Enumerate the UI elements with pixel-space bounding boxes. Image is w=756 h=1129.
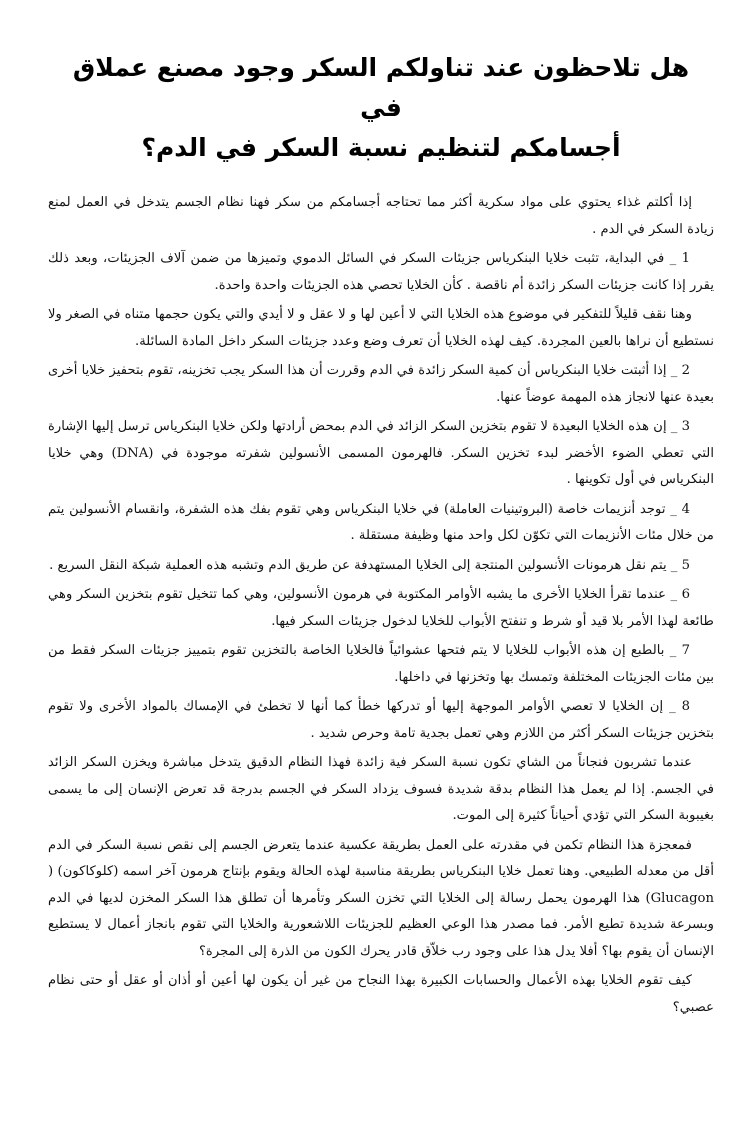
article-body bbox=[48, 190, 714, 1021]
reflection-paragraph: وهنا نقف قليلاً للتفكير في موضوع هذه الخلايا التي لا أعين لها و لا عقل و لا أيدي والتي يكون حجمها متناه في الصغر ولا نستطيع أن نراها بالعين المجردة. كيف لهذه الخلايا أن تعرف وضع وعدد جزيئات السكر داخل المادة السائلة. bbox=[48, 307, 714, 349]
step-1-paragraph: 1 _ في البداية، تثبت خلايا البنكرياس جزيئات السكر في السائل الدموي وتميزها من ضمن آلاف الجزيئات، وبعد ذلك يقرر إذا كانت جزيئات السكر زائدة أم ناقصة . كأن الخلايا تحصي هذه الجزيئات واحدة واحدة. bbox=[48, 251, 714, 293]
step-7-paragraph: 7 _ بالطبع إن هذه الأبواب للخلايا لا يتم فتحها عشوائياً فالخلايا الخاصة بالتخزين تقوم بتمييز جزيئات السكر فقط من بين مئات الجزيئات المختلفة وتمسك بها وتخزنها في داخلها. bbox=[48, 643, 714, 685]
glucagon-paragraph: فمعجزة هذا النظام تكمن في مقدرته على العمل بطريقة عكسية عندما يتعرض الجسم إلى نقص نسبة السكر في الدم أقل من معدله الطبيعي. وهنا تعمل خلايا البنكرياس بطريقة مناسبة لهذه الحالة ويقوم بإنتاج هرمون آخر اسمه (كلوكاكون) ( Glucagon) هذا الهرمون يحمل رسالة إلى الخلايا التي تخزن السكر وتأمرها أن تطلق هذا السكر المخزن لديها في الدم وبسرعة شديدة تطيع الأمر. فما مصدر هذا الوعي العظيم للجزيئات اللاشعورية والخلايا التي تقوم بانجاز أعمال لا يستطيع الإنسان أن يقوم بها؟ أفلا يدل هذا على وجود رب خلاّق قادر يحرك الكون من الذرة إلى المجرة؟ bbox=[48, 837, 714, 959]
title-line-1: هل تلاحظون عند تناولكم السكر وجود مصنع عملاق في bbox=[72, 53, 690, 122]
step-2-paragraph: 2 _ إذا أثبتت خلايا البنكرياس أن كمية السكر زائدة في الدم وقررت أن هذا السكر يجب تخزينه، تقوم بتحفيز خلايا أخرى بعيدة عنها لانجاز هذه المهمة عوضاً عنها. bbox=[48, 363, 714, 405]
step-8-paragraph: 8 _ إن الخلايا لا تعصي الأوامر الموجهة إليها أو تدركها خطأ كما أنها لا تخطئ في الإمساك بالمواد الأخرى ولا تقوم بتخزين جزيئات السكر أكثر من اللازم وهي تعمل بجدية تامة وحرص شديد . bbox=[48, 699, 714, 741]
step-4-paragraph: 4 _ توجد أنزيمات خاصة (البروتينيات العاملة) في خلايا البنكرياس وهي تقوم بفك هذه الشفرة، وانقسام الأنسولين يتم من خلال مئات الأنزيمات التي تكوّن لكل واحد منها وظيفة مستقلة . bbox=[48, 501, 714, 543]
title-line-2: أجسامكم لتنظيم نسبة السكر في الدم؟ bbox=[141, 133, 621, 162]
page-title bbox=[48, 48, 714, 168]
intro-paragraph: إذا أكلتم غذاء يحتوي على مواد سكرية أكثر مما تحتاجه أجسامكم من سكر فهنا نظام الجسم يتدخل في العمل لمنع زيادة السكر في الدم . bbox=[48, 195, 714, 237]
tea-example-paragraph: عندما تشربون فنجاناً من الشاي تكون نسبة السكر فية زائدة فهذا النظام الدقيق يتدخل مباشرة ويخزن السكر الزائد في الجسم. إذا لم يعمل هذا النظام بدقة شديدة فسوف يزداد السكر في الجسم بدرجة قد تعرض الإنسان إلى ما يسمى بغيبوبة السكر التي تؤدي أحياناً كثيرة إلى الموت. bbox=[48, 755, 714, 823]
closing-question-paragraph: كيف تقوم الخلايا بهذه الأعمال والحسابات الكبيرة بهذا النجاح من غير أن يكون لها أعين أو أذان أو عقل أو حتى نظام عصبي؟ bbox=[48, 973, 714, 1015]
step-3-paragraph: 3 _ إن هذه الخلايا البعيدة لا تقوم بتخزين السكر الزائد في الدم بمحض أرادتها ولكن خلايا البنكرياس ترسل إليها الإشارة التي تعطي الضوء الأخضر لبدء تخزين السكر. فالهرمون المسمى الأنسولين شفرته موجودة في (DNA) وهي خلايا البنكرياس في أول تكوينها . bbox=[48, 419, 714, 487]
step-6-paragraph: 6 _ عندما تقرأ الخلايا الأخرى ما يشبه الأوامر المكتوبة في هرمون الأنسولين، وهي كما تتخيل تقوم بتخزين السكر وهي طائعة لهذا الأمر بلا قيد أو شرط و تنفتح الأبواب للخلايا لدخول جزيئات السكر فيها. bbox=[48, 587, 714, 629]
step-5-paragraph: 5 _ يتم نقل هرمونات الأنسولين المنتجة إلى الخلايا المستهدفة عن طريق الدم وتشبه هذه العملية شبكة النقل السريع . bbox=[49, 557, 690, 573]
